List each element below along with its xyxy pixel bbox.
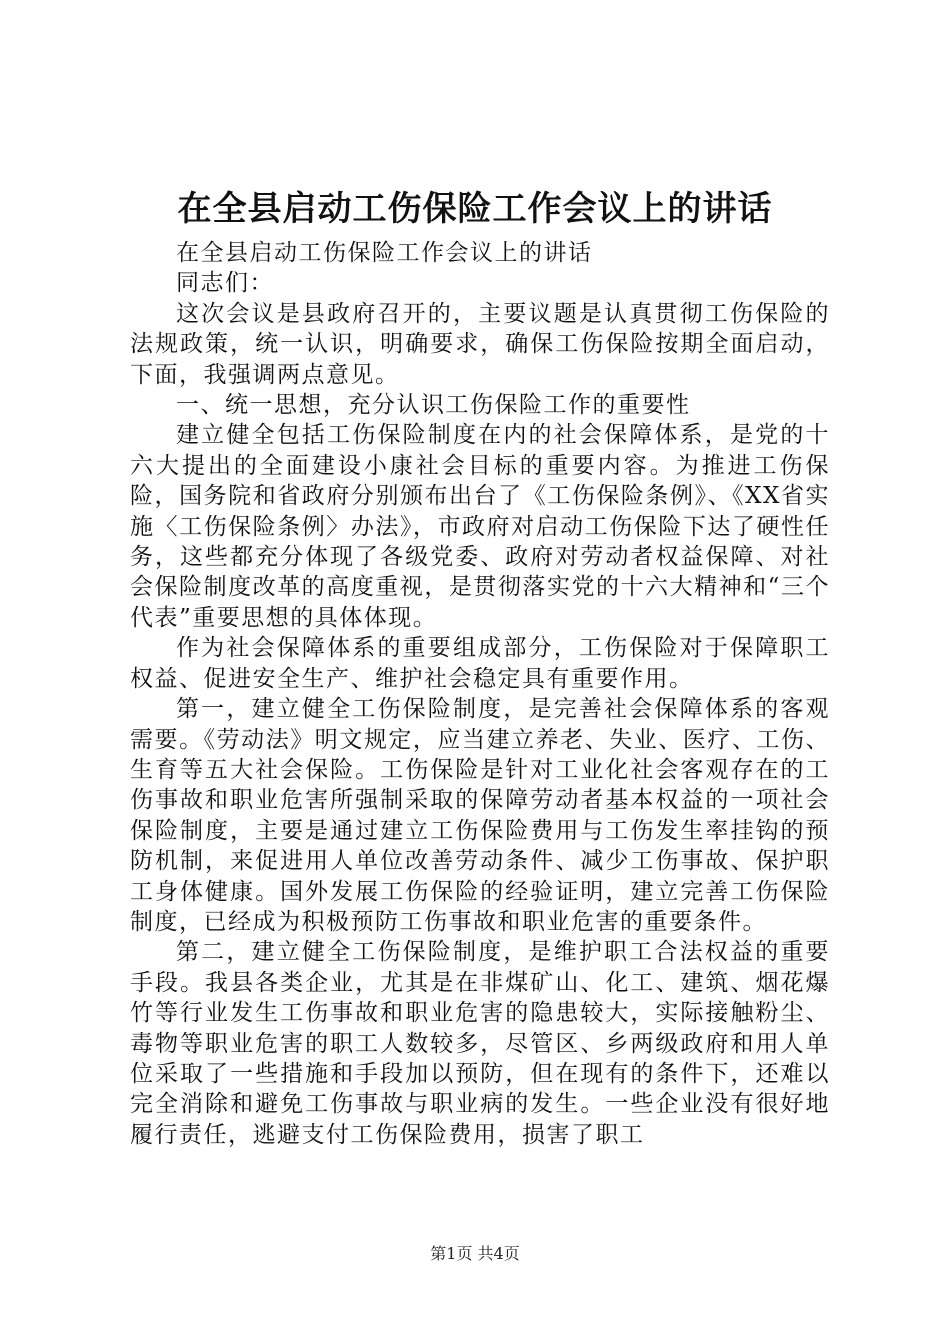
paragraph-salutation: 同志们：: [176, 270, 274, 297]
section-heading-1: 一、统一思想，充分认识工伤保险工作的重要性: [176, 392, 691, 419]
paragraph-body: 建立健全包括工伤保险制度在内的社会保障体系，是党的十六大提出的全面建设小康社会目标的重要内容。为推进工伤保险，国务院和省政府分别颁布出台了《工伤保险条例》、《XX省实施〈工伤保险条例〉办法》，市政府对启动工伤保险下达了硬性任务，这些都充分体现了各级党委、政府对劳动者权益保障、对社会保险制度改革的高度重视，是贯彻落实党的十六大精神和“三个代表”重要思想的具体体现。: [130, 422, 830, 631]
paragraph-subtitle: 在全县启动工伤保险工作会议上的讲话: [176, 240, 593, 266]
paragraph-body: 第二，建立健全工伤保险制度，是维护职工合法权益的重要手段。我县各类企业，尤其是在非煤矿山、化工、建筑、烟花爆竹等行业发生工伤事故和职业危害的隐患较大，实际接触粉尘、毒物等职业危害的职工人数较多，尽管区、乡两级政府和用人单位采取了一些措施和手段加以预防，但在现有的条件下，还难以完全消除和避免工伤事故与职业病的发生。一些企业没有很好地履行责任，逃避支付工伤保险费用，损害了职工: [130, 939, 830, 1148]
document-body: [130, 238, 830, 1150]
page-number: 第1页 共4页: [430, 1244, 520, 1263]
document-title: 在全县启动工伤保险工作会议上的讲话: [177, 189, 773, 229]
paragraph-intro: 这次会议是县政府召开的，主要议题是认真贯彻工伤保险的法规政策，统一认识，明确要求，确保工伤保险按期全面启动，下面，我强调两点意见。: [130, 300, 830, 388]
paragraph-body: 作为社会保障体系的重要组成部分，工伤保险对于保障职工权益、促进安全生产、维护社会稳定具有重要作用。: [130, 635, 830, 692]
paragraph-body: 第一，建立健全工伤保险制度，是完善社会保障体系的客观需要。《劳动法》明文规定，应当建立养老、失业、医疗、工伤、生育等五大社会保险。工伤保险是针对工业化社会客观存在的工伤事故和职业危害所强制采取的保障劳动者基本权益的一项社会保险制度，主要是通过建立工伤保险费用与工伤发生率挂钩的预防机制，来促进用人单位改善劳动条件、减少工伤事故、保护职工身体健康。国外发展工伤保险的经验证明，建立完善工伤保险制度，已经成为积极预防工伤事故和职业危害的重要条件。: [130, 696, 830, 935]
